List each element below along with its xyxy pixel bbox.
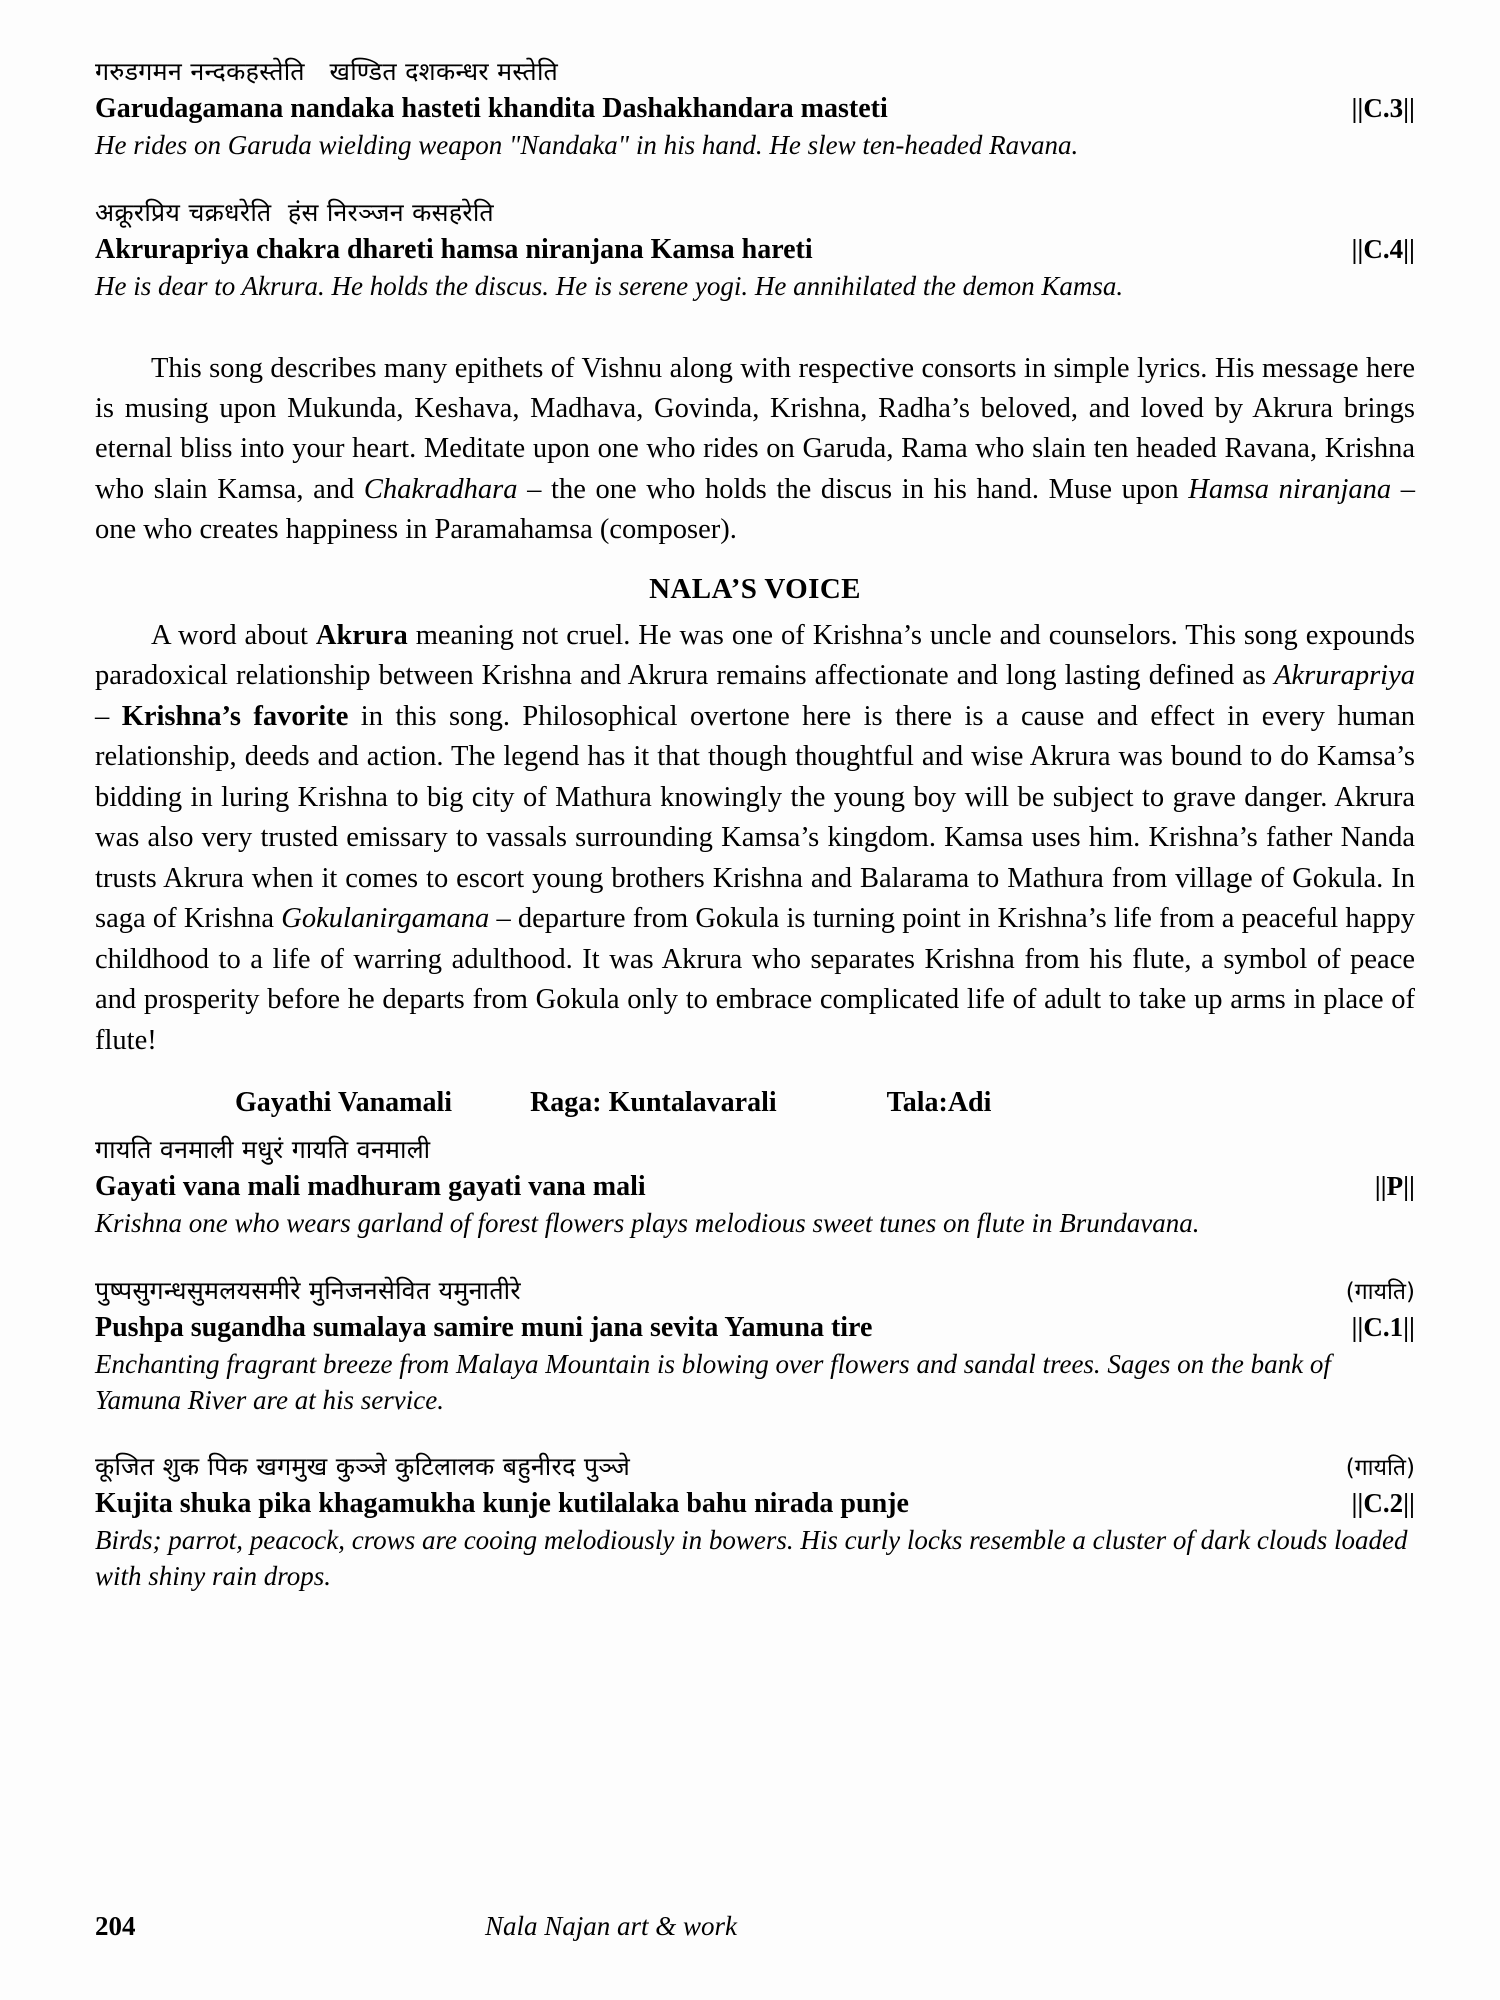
page-number: 204 bbox=[95, 1911, 136, 1941]
verse-meaning: He rides on Garuda wielding weapon "Nandaka" in his hand. He slew ten-headed Ravana. bbox=[95, 130, 1079, 161]
verse-transliteration-row bbox=[95, 1310, 1415, 1346]
verse-devanagari: गरुडगमन नन्दकहस्तेति खण्डित दशकन्धर मस्तेति bbox=[95, 57, 559, 86]
song-title: Gayathi Vanamali bbox=[235, 1087, 453, 1119]
commentary-paragraph-2 bbox=[95, 616, 1415, 1061]
verse-block bbox=[95, 1450, 1415, 1594]
spacer bbox=[95, 323, 1415, 349]
para2-s5: – departure from Gokula is turning point in Krishna’s life from a peaceful happy childhood to a life of warring adulthood. It was Akrura who separates Krishna from his flute, a symbol of peace and prosperity before he departs from Gokula only to embrace complicated life of adult to take up arms in place of flute! bbox=[95, 903, 1415, 1056]
verse-meaning: Enchanting fragrant breeze from Malaya Mountain is blowing over flowers and sandal trees. Sages on the bank of Yamuna River are at his service. bbox=[95, 1348, 1331, 1415]
para1-italic-2: Hamsa niranjana bbox=[1188, 473, 1392, 505]
spacer bbox=[95, 1436, 1415, 1450]
verse-marker: ||C.3|| bbox=[1351, 92, 1415, 123]
verse-devanagari: कूजित शुक पिक खगमुख कुञ्जे कुटिलालक बहुनीरद पुञ्जे bbox=[95, 1452, 631, 1482]
spacer bbox=[95, 1260, 1415, 1274]
verse-devanagari-row bbox=[95, 1133, 1415, 1169]
para2-bold-favorite: Krishna’s favorite bbox=[121, 700, 349, 732]
verse-transliteration: Kujita shuka pika khagamukha kunje kutilalaka bahu nirada punje bbox=[95, 1487, 909, 1519]
verse-transliteration: Akrurapriya chakra dhareti hamsa niranjana Kamsa hareti bbox=[95, 233, 813, 265]
verse-devanagari-row bbox=[95, 1450, 1415, 1486]
running-title: Nala Najan art & work bbox=[485, 1911, 738, 1941]
song-header bbox=[95, 1087, 1415, 1119]
song-tala: Tala:Adi bbox=[886, 1087, 992, 1119]
verse-meaning: Birds; parrot, peacock, crows are cooing melodiously in bowers. His curly locks resemble a cluster of dark clouds loaded with shiny rain drops. bbox=[95, 1525, 1408, 1591]
para1-italic-1: Chakradhara bbox=[363, 473, 518, 505]
verse-transliteration: Gayati vana mali madhuram gayati vana mali bbox=[95, 1170, 646, 1202]
verse-devanagari-marker: (गायति) bbox=[1345, 1455, 1415, 1482]
verse-devanagari: गायति वनमाली मधुरं गायति वनमाली bbox=[95, 1135, 431, 1165]
verse-transliteration-row bbox=[95, 232, 1415, 268]
section-title: NALA’S VOICE bbox=[649, 572, 861, 605]
para1-part1: This song describes many epithets of Vishnu along with respective consorts in simple lyrics. His message here is musing upon Mukunda, Keshava, Madhava, Govinda, Krishna, Radha’s beloved, and loved by Akrura brings eternal bliss into your heart. Meditate upon one who rides on Garuda, Rama who slain ten headed Ravana, Krishna who slain Kamsa, and bbox=[95, 352, 1415, 505]
commentary-paragraph-1 bbox=[95, 349, 1415, 551]
verse-marker: ||C.1|| bbox=[1351, 1311, 1415, 1342]
para2-italic-akrurapriya: Akrurapriya bbox=[1274, 660, 1415, 692]
spacer bbox=[452, 1087, 530, 1119]
para2-bold-akrura: Akrura bbox=[315, 619, 408, 651]
verse-transliteration: Garudagamana nandaka hasteti khandita Dashakhandara masteti bbox=[95, 92, 888, 124]
para2-s1: A word about bbox=[151, 619, 316, 651]
verse-marker: ||P|| bbox=[1374, 1170, 1415, 1201]
para1-part2: – the one who holds the discus in his hand. Muse upon bbox=[517, 473, 1189, 505]
song-raga: Raga: Kuntalavarali bbox=[530, 1087, 777, 1119]
verse-block bbox=[95, 1133, 1415, 1242]
para2-s4: in this song. Philosophical overtone here is there is a cause and effect in every human relationship, deeds and action. The legend has it that though thoughtful and wise Akrura was bound to do Kamsa’s bidding in luring Krishna to big city of Mathura knowingly the young boy will be subject to grave danger. Akrura was also very trusted emissary to vassals surrounding Kamsa’s kingdom. Kamsa uses him. Krishna’s father Nanda trusts Akrura when it comes to escort young brothers Krishna and Balarama to Mathura from village of Gokula. In saga of Krishna bbox=[95, 700, 1415, 935]
verse-meaning: Krishna one who wears garland of forest flowers plays melodious sweet tunes on flute in Brundavana. bbox=[95, 1208, 1200, 1239]
para2-italic-gokulanirgamana: Gokulanirgamana bbox=[281, 903, 490, 935]
verse-transliteration: Pushpa sugandha sumalaya samire muni jana sevita Yamuna tire bbox=[95, 1311, 873, 1343]
para1-part3: – one who creates happiness in Paramahamsa (composer). bbox=[95, 473, 1416, 546]
verse-marker: ||C.2|| bbox=[1351, 1487, 1415, 1518]
spacer bbox=[95, 182, 1415, 196]
page-footer bbox=[0, 1911, 1500, 1942]
verse-transliteration-row bbox=[95, 91, 1415, 127]
para2-s2: meaning not cruel. He was one of Krishna’s uncle and counselors. This song expounds paradoxical relationship between Krishna and Akrura remains affectionate and long lasting defined as bbox=[95, 619, 1415, 692]
page-content bbox=[95, 55, 1415, 1595]
spacer bbox=[777, 1087, 887, 1119]
verse-devanagari-row bbox=[95, 1274, 1415, 1310]
para2-s3: – bbox=[95, 700, 122, 732]
verse-block bbox=[95, 1274, 1415, 1418]
verse-meaning: He is dear to Akrura. He holds the discus. He is serene yogi. He annihilated the demon Kamsa. bbox=[95, 270, 1124, 301]
verse-devanagari: अक्रूरप्रिय चक्रधरेति हंस निरञ्जन कसहरेति bbox=[95, 197, 494, 227]
verse-marker: ||C.4|| bbox=[1351, 233, 1415, 264]
verse-devanagari: पुष्पसुगन्धसुमलयसमीरे मुनिजनसेवित यमुनातीरे bbox=[95, 1275, 521, 1305]
verse-block bbox=[95, 196, 1415, 305]
verse-block bbox=[95, 55, 1415, 164]
verse-devanagari-marker: (गायति) bbox=[1345, 1278, 1415, 1305]
verse-transliteration-row bbox=[95, 1169, 1415, 1205]
verse-transliteration-row bbox=[95, 1486, 1415, 1522]
